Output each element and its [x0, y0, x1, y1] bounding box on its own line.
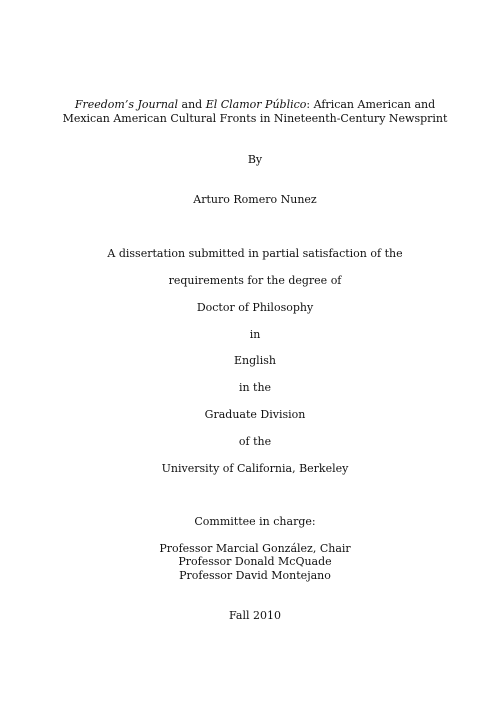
statement-line: of the — [238, 435, 272, 448]
statement-line: in the — [238, 381, 272, 394]
committee-member: Professor Marcial González, Chair — [159, 542, 351, 555]
committee-member: Professor David Montejano — [179, 569, 331, 582]
author-name: Arturo Romero Nunez — [193, 193, 317, 206]
statement-line: in — [249, 328, 261, 341]
title-conjunction: and — [178, 98, 206, 111]
statement-line: A dissertation submitted in partial satisfaction of the — [107, 247, 403, 260]
committee-member: Professor Donald McQuade — [178, 555, 332, 568]
title-rest: : African American and — [306, 98, 436, 111]
department-name: English — [234, 354, 276, 367]
university-name: University of California, Berkeley — [161, 462, 349, 475]
title-journal-2: El Clamor Público — [205, 98, 307, 111]
title-line-2: Mexican American Cultural Fronts in Nineteenth-Century Newsprint — [62, 112, 448, 125]
by-label: By — [247, 153, 263, 166]
degree-name: Doctor of Philosophy — [196, 301, 314, 314]
committee-label: Committee in charge: — [194, 515, 316, 528]
submission-date: Fall 2010 — [229, 609, 281, 622]
statement-line: requirements for the degree of — [168, 274, 342, 287]
title-journal-1: Freedom’s Journal — [74, 98, 179, 111]
division-name: Graduate Division — [204, 408, 306, 421]
title-line-1 — [0, 98, 500, 111]
